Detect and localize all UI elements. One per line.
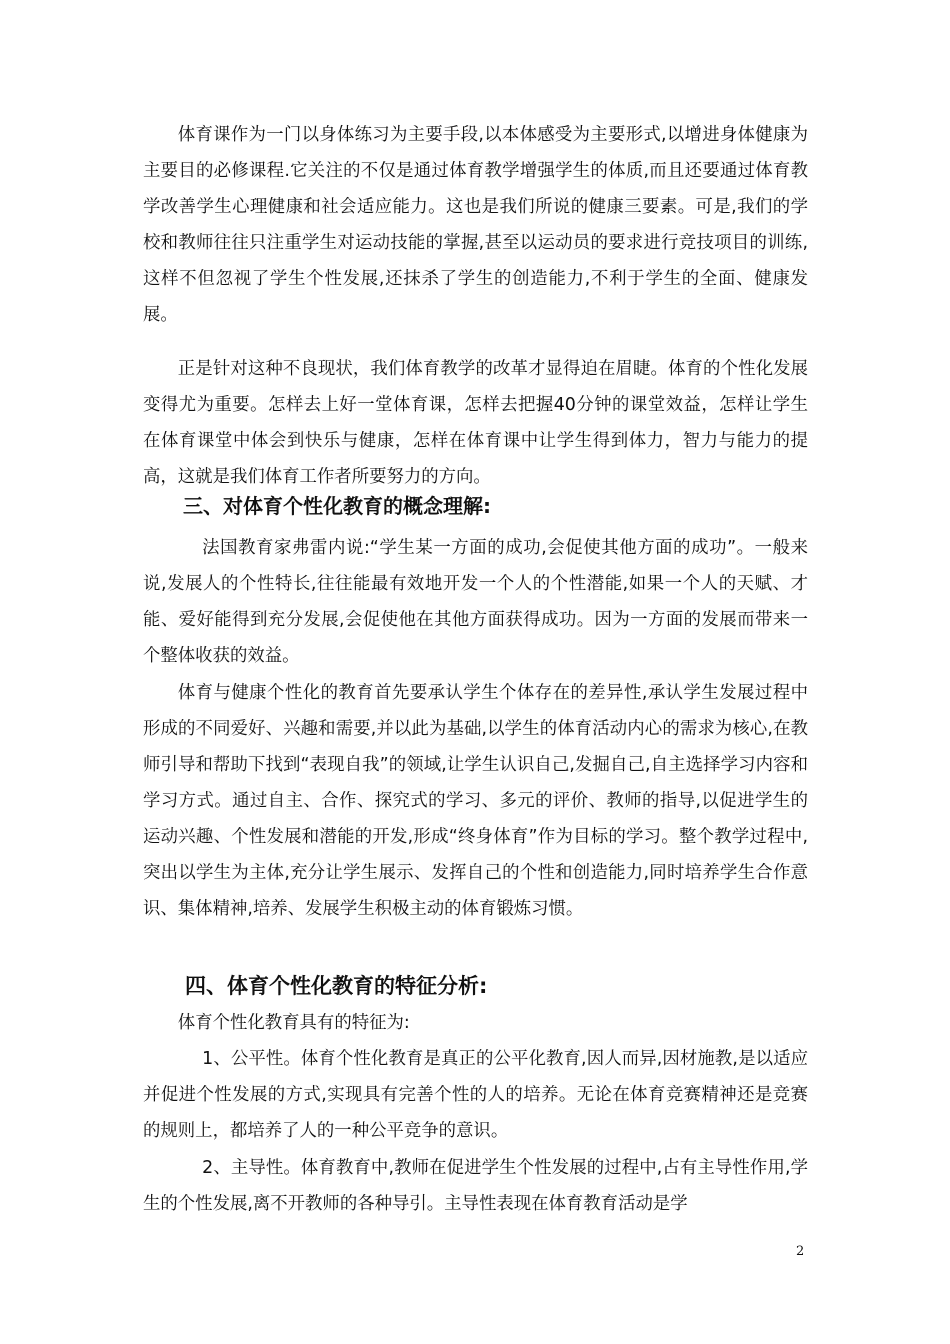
list-item-leading-role: 2、主导性。体育教育中,教师在促进学生个性发展的过程中,占有主导性作用,学生的个性发展,离不开教师的各种导引。主导性表现在体育教育活动是学 xyxy=(143,1158,808,1214)
paragraph-individualized-education: 体育与健康个性化的教育首先要承认学生个体存在的差异性,承认学生发展过程中形成的不同爱好、兴趣和需要,并以此为基础,以学生的体育活动内心的需求为核心,在教师引导和帮助下找到“表现自我”的领域,让学生认识自己,发掘自己,自主选择学习内容和学习方式。通过自主、合作、探究式的学习、多元的评价、教师的指导,以促进学生的运动兴趣、个性发展和潜能的开发,形成“终身体育”作为目标的学习。整个教学过程中,突出以学生为主体,充分让学生展示、发挥自己的个性和创造能力,同时培养学生合作意识、集体精神,培养、发展学生积极主动的体育锻炼习惯。 xyxy=(143,683,808,919)
section-heading-four: 四、体育个性化教育的特征分析: xyxy=(185,974,488,998)
paragraph-features-intro: 体育个性化教育具有的特征为: xyxy=(177,1013,410,1033)
section-heading-three: 三、对体育个性化教育的概念理解: xyxy=(183,494,491,518)
page-number: 2 xyxy=(796,1244,805,1259)
paragraph-intro: 体育课作为一门以身体练习为主要手段,以本体感受为主要形式,以增进身体健康为主要目的必修课程.它关注的不仅是通过体育教学增强学生的体质,而且还要通过体育教学改善学生心理健康和社会适应能力。这也是我们所说的健康三要素。可是,我们的学校和教师往往只注重学生对运动技能的掌握,甚至以运动员的要求进行竞技项目的训练,这样不但忽视了学生个性发展,还抹杀了学生的创造能力,不利于学生的全面、健康发展。 xyxy=(143,125,808,325)
paragraph-freinet-quote: 法国教育家弗雷内说:“学生某一方面的成功,会促使其他方面的成功”。一般来说,发展人的个性特长,往往能最有效地开发一个人的个性潜能,如果一个人的天赋、才能、爱好能得到充分发展,会促使他在其他方面获得成功。因为一方面的发展而带来一个整体收获的效益。 xyxy=(143,538,808,666)
list-item-fairness: 1、公平性。体育个性化教育是真正的公平化教育,因人而异,因材施教,是以适应并促进个性发展的方式,实现具有完善个性的人的培养。无论在体育竞赛精神还是竞赛的规则上，都培养了人的一种公平竞争的意识。 xyxy=(143,1049,808,1141)
paragraph-reform: 正是针对这种不良现状，我们体育教学的改革才显得迫在眉睫。体育的个性化发展变得尤为重要。怎样去上好一堂体育课，怎样去把握40分钟的课堂效益，怎样让学生在体育课堂中体会到快乐与健康，怎样在体育课中让学生得到体力，智力与能力的提高，这就是我们体育工作者所要努力的方向。 xyxy=(143,359,808,487)
